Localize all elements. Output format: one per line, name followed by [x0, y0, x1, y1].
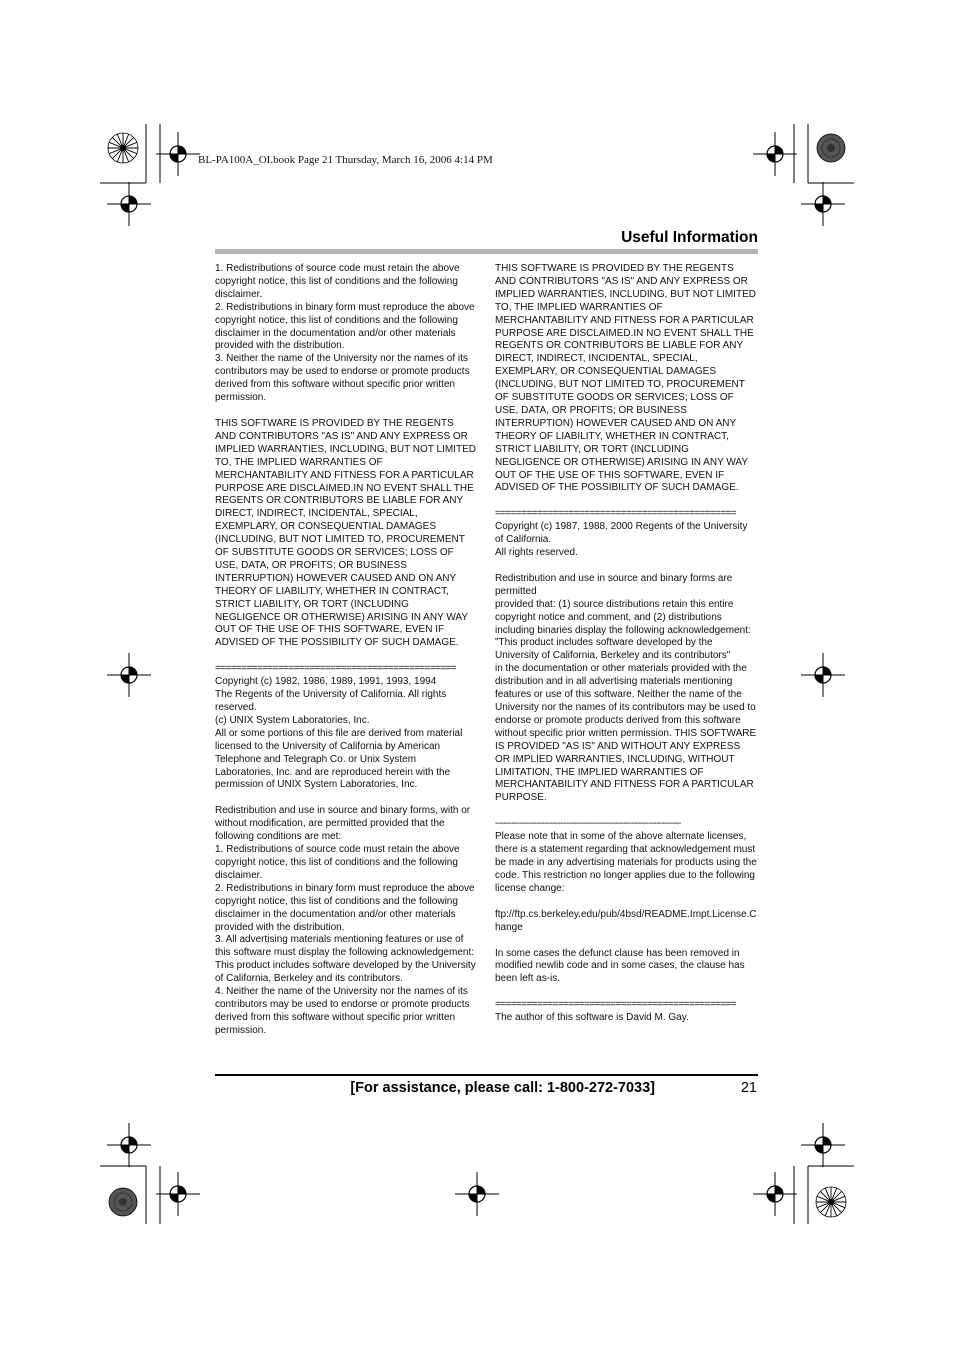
paragraph: (c) UNIX System Laboratories, Inc. — [215, 714, 370, 726]
paragraph: Copyright (c) 1987, 1988, 2000 Regents of the University of California. — [495, 521, 748, 546]
page-number: 21 — [740, 1080, 757, 1096]
paragraph: The author of this software is David M. Gay. — [495, 1012, 689, 1024]
paragraph: Redistribution and use in source and binary forms are permitted — [495, 572, 733, 597]
paragraph: 1. Redistributions of source code must retain the above copyright notice, this list of conditions and the following disclaimer. — [215, 844, 460, 881]
print-slug: BL-PA100A_OI.book Page 21 Thursday, March 16, 2006 4:14 PM — [198, 154, 493, 166]
paragraph: All or some portions of this file are derived from material licensed to the University of California by American Telephone and Telegraph Co. or Unix System Laboratories, Inc. and are reproduced herein with the permission of UNIX System Laboratories, Inc. — [215, 727, 463, 791]
paragraph: Please note that in some of the above alternate licenses, there is a statement regarding that acknowledgement must be made in any advertising materials for products using the code. This restriction no longer applies due to the following license change: — [495, 831, 757, 894]
right-column — [495, 263, 757, 1025]
separator-line: ============================================== — [495, 508, 737, 520]
separator-line: ============================================== — [495, 999, 737, 1011]
paragraph: THIS SOFTWARE IS PROVIDED BY THE REGENTS AND CONTRIBUTORS "AS IS" AND ANY EXPRESS OR IMPLIED WARRANTIES, INCLUDING, BUT NOT LIMITED TO, THE IMPLIED WARRANTIES OF MERCHANTABILITY AND FITNESS FOR A PARTICULAR PURPOSE ARE DISCLAIMED.IN NO EVENT SHALL THE REGENTS OR CONTRIBUTORS BE LIABLE FOR ANY DIRECT, INDIRECT, INCIDENTAL, SPECIAL, EXEMPLARY, OR CONSEQUENTIAL DAMAGES (INCLUDING, BUT NOT LIMITED TO, PROCUREMENT OF SUBSTITUTE GOODS OR SERVICES; LOSS OF USE, DATA, OR PROFITS; OR BUSINESS INTERRUPTION) HOWEVER CAUSED AND ON ANY THEORY OF LIABILITY, WHETHER IN CONTRACT, STRICT LIABILITY, OR TORT (INCLUDING NEGLIGENCE OR OTHERWISE) ARISING IN ANY WAY OUT OF THE USE OF THIS SOFTWARE, EVEN IF ADVISED OF THE POSSIBILITY OF SUCH DAMAGE. — [495, 263, 756, 494]
separator-line: -------------------------------------------------------------------- — [495, 818, 681, 830]
paragraph: This product includes software developed by the University of California, Berkeley and its contributors. — [215, 960, 476, 985]
url-text: ftp://ftp.cs.berkeley.edu/pub/4bsd/README.Impt.License.Change — [495, 908, 757, 933]
paragraph: 4. Neither the name of the University nor the names of its contributors may be used to endorse or promote products derived from this software without specific prior written permission. — [215, 986, 470, 1036]
section-title: Useful Information — [621, 229, 758, 246]
paragraph: 2. Redistributions in binary form must reproduce the above copyright notice, this list of conditions and the following disclaimer in the documentation and/or other materials provided with the distribution. — [215, 882, 475, 933]
paragraph: provided that: (1) source distributions retain this entire copyright notice and comment, and (2) distributions including binaries display the following acknowledgement: — [495, 598, 751, 636]
paragraph: 3. All advertising materials mentioning features or use of this software must display the following acknowledgement: — [215, 934, 475, 959]
paragraph: "This product includes software developed by the University of California, Berkeley and its contributors" — [495, 637, 731, 662]
paragraph: 3. Neither the name of the University nor the names of its contributors may be used to endorse or promote products derived from this software without specific prior written permission. — [215, 353, 470, 404]
separator-line: ============================================== — [215, 663, 457, 675]
title-rule — [215, 249, 758, 254]
paragraph: 2. Redistributions in binary form must reproduce the above copyright notice, this list of conditions and the following disclaimer in the documentation and/or other materials provided with the distribution. — [215, 301, 475, 352]
paragraph: All rights reserved. — [495, 547, 578, 559]
left-column — [215, 263, 477, 1038]
paragraph: In some cases the defunct clause has been removed in modified newlib code and in some cases, the clause has been left as-is. — [495, 947, 745, 985]
paragraph: Copyright (c) 1982, 1986, 1989, 1991, 1993, 1994 — [215, 676, 437, 688]
paragraph: in the documentation or other materials provided with the distribution and in all advertising materials mentioning features or use of this software. Neither the name of the University nor the names of its contributors may be used to endorse or promote products derived from this software without specific prior written permission. THIS SOFTWARE IS PROVIDED "AS IS" AND WITHOUT ANY EXPRESS OR IMPLIED WARRANTIES, INCLUDING, WITHOUT LIMITATION, THE IMPLIED WARRANTIES OF MERCHANTABILITY AND FITNESS FOR A PARTICULAR PURPOSE. — [495, 663, 757, 804]
paragraph: 1. Redistributions of source code must retain the above copyright notice, this list of conditions and the following disclaimer. — [215, 263, 460, 300]
paragraph: THIS SOFTWARE IS PROVIDED BY THE REGENTS AND CONTRIBUTORS "AS IS" AND ANY EXPRESS OR IMPLIED WARRANTIES, INCLUDING, BUT NOT LIMITED TO, THE IMPLIED WARRANTIES OF MERCHANTABILITY AND FITNESS FOR A PARTICULAR PURPOSE ARE DISCLAIMED.IN NO EVENT SHALL THE REGENTS OR CONTRIBUTORS BE LIABLE FOR ANY DIRECT, INDIRECT, INCIDENTAL, SPECIAL, EXEMPLARY, OR CONSEQUENTIAL DAMAGES (INCLUDING, BUT NOT LIMITED TO, PROCUREMENT OF SUBSTITUTE GOODS OR SERVICES; LOSS OF USE, DATA, OR PROFITS; OR BUSINESS INTERRUPTION) HOWEVER CAUSED AND ON ANY THEORY OF LIABILITY, WHETHER IN CONTRACT, STRICT LIABILITY, OR TORT (INCLUDING NEGLIGENCE OR OTHERWISE) ARISING IN ANY WAY OUT OF THE USE OF THIS SOFTWARE, EVEN IF ADVISED OF THE POSSIBILITY OF SUCH DAMAGE. — [215, 417, 476, 649]
assistance-phone-line: [For assistance, please call: 1-800-272-7033] — [350, 1080, 655, 1096]
paragraph: The Regents of the University of California. All rights reserved. — [215, 689, 447, 713]
paragraph: Redistribution and use in source and binary forms, with or without modification, are permitted provided that the following conditions are met: — [215, 805, 471, 843]
footer-rule — [215, 1074, 758, 1076]
